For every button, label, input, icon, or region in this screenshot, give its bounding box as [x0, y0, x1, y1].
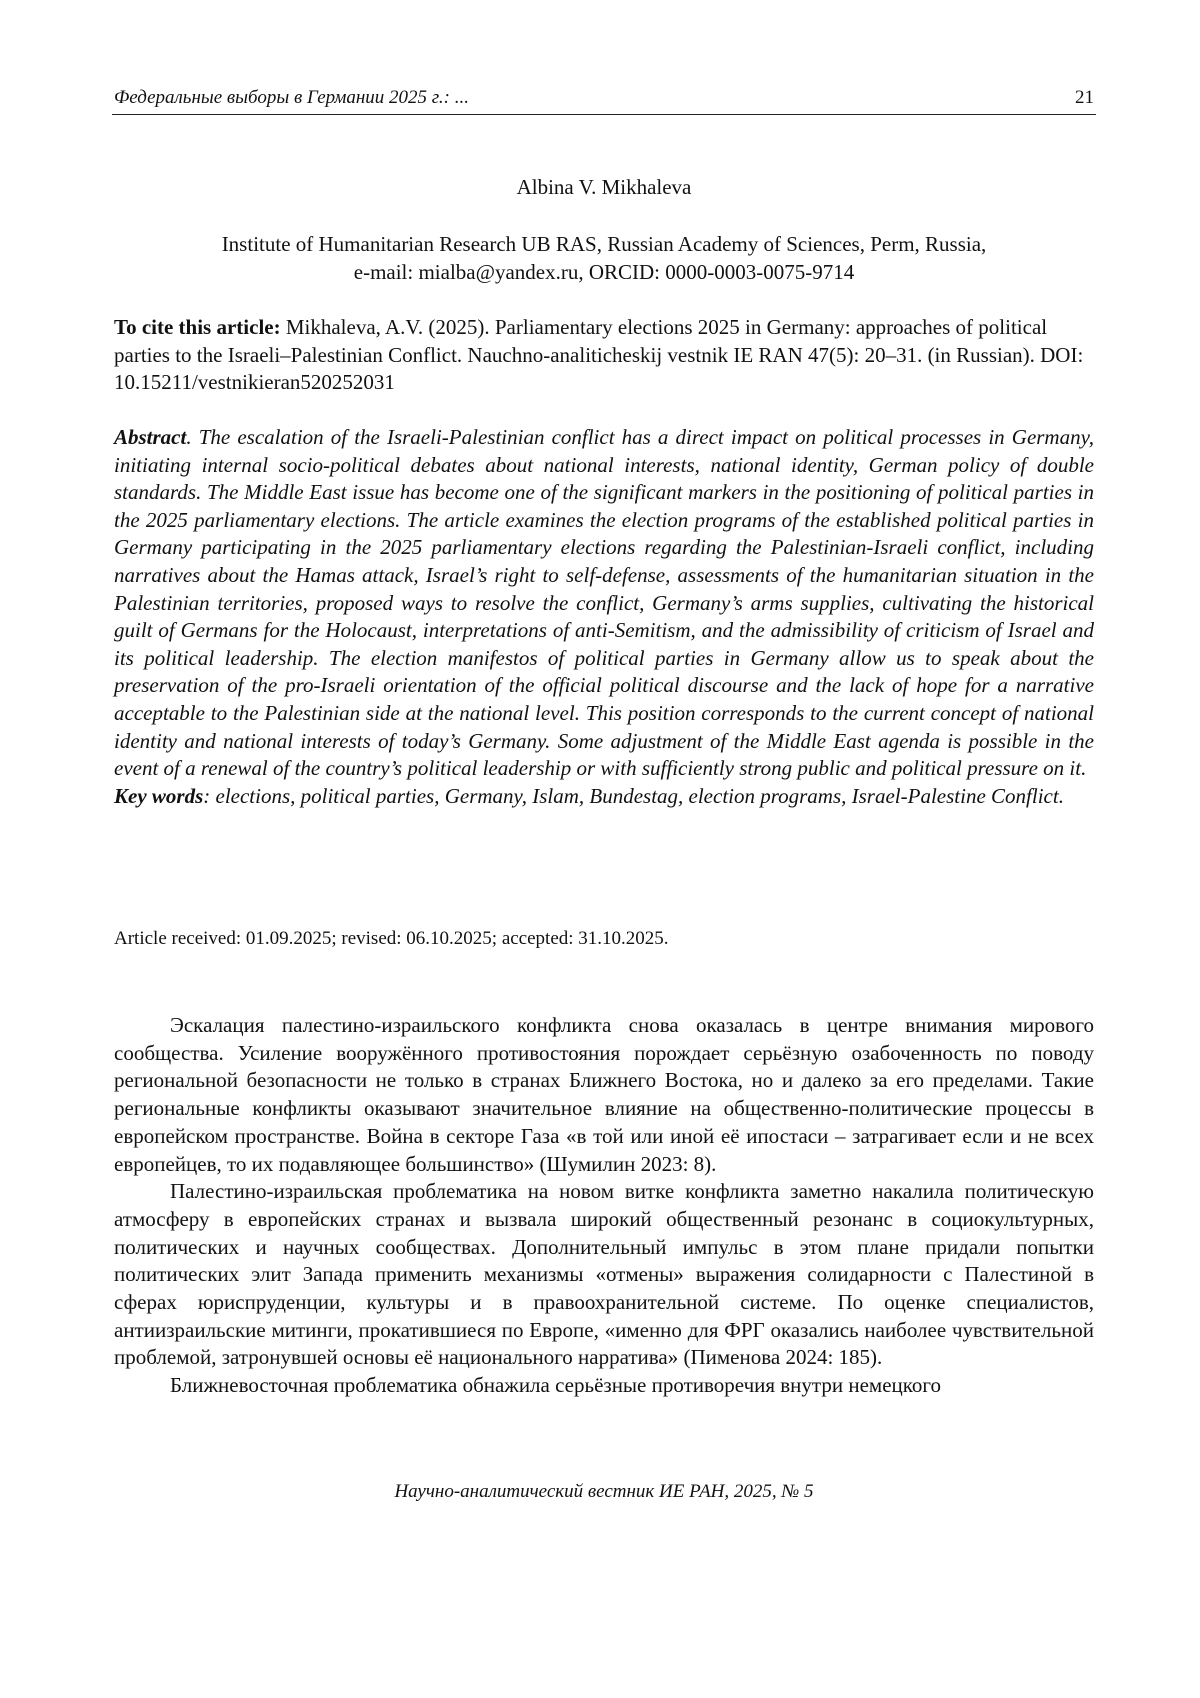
running-header — [112, 84, 1096, 115]
citation-block — [114, 314, 1094, 397]
author-name: Albina V. Mikhaleva — [516, 175, 692, 199]
abstract-label: Abstract — [114, 425, 187, 449]
author-affiliation-block — [112, 230, 1096, 286]
running-title: Федеральные выборы в Германии 2025 г.: ... — [114, 87, 469, 108]
citation-label: To cite this article: — [114, 315, 281, 339]
body-paragraph: Палестино-израильская проблематика на новом витке конфликта заметно накалила политическую атмосферу в европейских странах и вызвала широкий общественный резонанс в социокультурных, политических и научных сообществах. Дополнительный импульс в этом плане придали попытки политических элит Запада применить механизмы «отмены» выражения солидарности с Палестиной в сферах юриспруденции, культуры и в правоохранительной системе. По оценке специалистов, антиизраильские митинги, прокатившиеся по Европе, «именно для ФРГ оказались наиболее чувствительной проблемой, затронувшей основы её национального нарратива» (Пименова 2024: 185). — [114, 1179, 1094, 1370]
body-paragraph: Эскалация палестино-израильского конфликта снова оказалась в центре внимания мирового сообщества. Усиление вооружённого противостояния порождает серьёзную озабоченность по поводу региональной безопасности не только в странах Ближнего Востока, но и далеко за его пределами. Такие региональные конфликты оказывают значительное влияние на общественно-политические процессы в европейском пространстве. Война в секторе Газа «в той или иной её ипостаси – затрагивает если и не всех европейцев, то их подавляющее большинство» (Шумилин 2023: 8). — [114, 1013, 1094, 1176]
article-dates: Article received: 01.09.2025; revised: 06.10.2025; accepted: 31.10.2025. — [114, 928, 669, 949]
page-number: 21 — [1075, 87, 1094, 108]
abstract-label-dot: . — [186, 425, 199, 449]
journal-footer: Научно-аналитический вестник ИЕ РАН, 2025, № 5 — [394, 1481, 814, 1502]
contact-line: e-mail: mialba@yandex.ru, ORCID: 0000-0003-0075-9714 — [353, 260, 855, 284]
affiliation-line: Institute of Humanitarian Research UB RAS, Russian Academy of Sciences, Perm, Russia, — [221, 232, 987, 256]
body-paragraph: Ближневосточная проблематика обнажила серьёзные противоречия внутри немецкого — [170, 1373, 941, 1398]
abstract-text: The escalation of the Israeli-Palestinian conflict has a direct impact on political processes in Germany, initiating internal socio-political debates about national interests, national identity, German policy of double standards. The Middle East issue has become one of the significant markers in the positioning of political parties in the 2025 parliamentary elections. The article examines the election programs of the established political parties in Germany participating in the 2025 parliamentary elections regarding the Palestinian-Israeli conflict, including narratives about the Hamas attack, Israel’s right to self-defense, assessments of the humanitarian situation in the Palestinian territories, proposed ways to resolve the conflict, Germany’s arms supplies, cultivating the historical guilt of Germans for the Holocaust, interpretations of anti-Semitism, and the admissibility of criticism of Israel and its political leadership. The election manifestos of political parties in Germany allow us to speak about the preservation of the pro-Israeli orientation of the official political discourse and the lack of hope for a narrative acceptable to the Palestinian side at the national level. This position corresponds to the current concept of national identity and national interests of today’s Germany. Some adjustment of the Middle East agenda is possible in the event of a renewal of the country’s political leadership or with sufficiently strong public and political pressure on it. — [114, 425, 1095, 781]
citation-text: Mikhaleva, A.V. (2025). Parliamentary elections 2025 in Germany: approaches of political parties to the Israeli–Palestinian Conflict. Nauchno-analiticheskij vestnik IE RAN 47(5): 20–31. (in Russian). DOI: 10.15211/vestnikieran520252031 — [114, 315, 1084, 394]
abstract-block — [114, 424, 1094, 810]
keywords-colon: : — [203, 783, 216, 808]
keywords-label: Key words — [114, 783, 204, 808]
keywords-text: elections, political parties, Germany, Islam, Bundestag, election programs, Israel-Palestine Conflict. — [215, 783, 1064, 808]
article-body — [114, 1012, 1094, 1400]
